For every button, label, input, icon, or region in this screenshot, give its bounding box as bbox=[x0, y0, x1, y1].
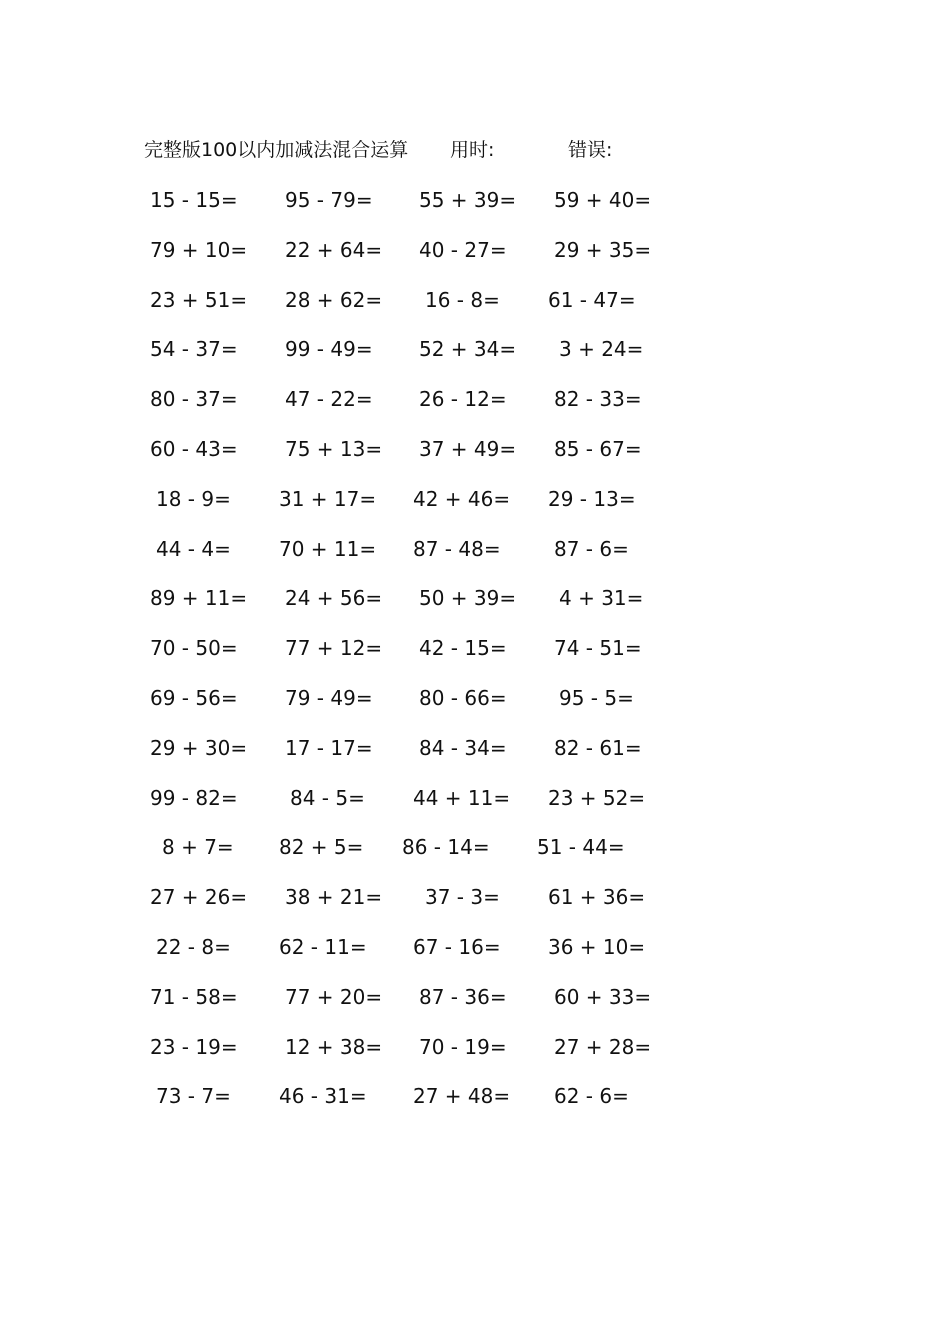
math-problem: 16 - 8= bbox=[425, 287, 500, 312]
problem-row bbox=[0, 734, 950, 784]
math-problem: 67 - 16= bbox=[413, 934, 501, 959]
math-problem: 44 + 11= bbox=[413, 785, 511, 810]
math-problem: 59 + 40= bbox=[554, 188, 652, 212]
math-problem: 18 - 9= bbox=[156, 486, 231, 511]
math-problem: 62 - 11= bbox=[279, 934, 367, 959]
math-problem: 46 - 31= bbox=[279, 1084, 367, 1109]
math-problem: 40 - 27= bbox=[419, 237, 507, 262]
math-problem: 62 - 6= bbox=[554, 1084, 629, 1109]
problem-row bbox=[0, 535, 950, 585]
math-problem: 95 - 79= bbox=[285, 188, 373, 212]
math-problem: 52 + 34= bbox=[419, 337, 517, 362]
math-problem: 31 + 17= bbox=[279, 486, 377, 511]
problem-row bbox=[0, 684, 950, 734]
math-problem: 22 - 8= bbox=[156, 934, 231, 959]
problem-row bbox=[0, 833, 950, 883]
math-problem: 54 - 37= bbox=[150, 337, 238, 362]
math-problem: 28 + 62= bbox=[285, 287, 383, 312]
problem-row bbox=[0, 933, 950, 983]
problem-row bbox=[0, 485, 950, 535]
math-problem: 73 - 7= bbox=[156, 1084, 231, 1109]
worksheet-header bbox=[144, 136, 664, 164]
problem-row bbox=[0, 236, 950, 286]
math-problem: 26 - 12= bbox=[419, 387, 507, 412]
math-problem: 75 + 13= bbox=[285, 436, 383, 461]
math-problem: 23 - 19= bbox=[150, 1034, 238, 1059]
math-problem: 60 - 43= bbox=[150, 436, 238, 461]
math-problem: 61 - 47= bbox=[548, 287, 636, 312]
math-problem: 82 + 5= bbox=[279, 835, 364, 860]
math-problem: 77 + 12= bbox=[285, 636, 383, 661]
math-problem: 60 + 33= bbox=[554, 984, 652, 1009]
problem-row bbox=[0, 1033, 950, 1083]
problem-row bbox=[0, 784, 950, 834]
math-problem: 29 + 35= bbox=[554, 237, 652, 262]
math-problem: 8 + 7= bbox=[162, 835, 234, 860]
math-problem: 79 - 49= bbox=[285, 685, 373, 710]
math-problem: 89 + 11= bbox=[150, 586, 248, 611]
math-problem: 17 - 17= bbox=[285, 735, 373, 760]
problem-row bbox=[0, 883, 950, 933]
math-problem: 85 - 67= bbox=[554, 436, 642, 461]
math-problem: 47 - 22= bbox=[285, 387, 373, 412]
math-problem: 87 - 36= bbox=[419, 984, 507, 1009]
math-problem: 71 - 58= bbox=[150, 984, 238, 1009]
math-problem: 74 - 51= bbox=[554, 636, 642, 661]
math-problem: 84 - 34= bbox=[419, 735, 507, 760]
math-problem: 23 + 51= bbox=[150, 287, 248, 312]
math-problem: 38 + 21= bbox=[285, 885, 383, 910]
math-problem: 82 - 61= bbox=[554, 735, 642, 760]
math-problem: 4 + 31= bbox=[559, 586, 644, 611]
math-problem: 3 + 24= bbox=[559, 337, 644, 362]
problem-row bbox=[0, 584, 950, 634]
problem-row bbox=[0, 286, 950, 336]
math-problem: 51 - 44= bbox=[537, 835, 625, 860]
math-problem: 36 + 10= bbox=[548, 934, 646, 959]
math-problem: 87 - 48= bbox=[413, 536, 501, 561]
math-problem: 61 + 36= bbox=[548, 885, 646, 910]
problem-row bbox=[0, 634, 950, 684]
math-problem: 42 - 15= bbox=[419, 636, 507, 661]
math-problem: 37 + 49= bbox=[419, 436, 517, 461]
math-problem: 37 - 3= bbox=[425, 885, 500, 910]
time-label: 用时: bbox=[450, 139, 495, 161]
math-problem: 27 + 26= bbox=[150, 885, 248, 910]
math-problem: 79 + 10= bbox=[150, 237, 248, 262]
math-problem: 84 - 5= bbox=[290, 785, 365, 810]
math-problem: 27 + 48= bbox=[413, 1084, 511, 1109]
math-problem: 42 + 46= bbox=[413, 486, 511, 511]
problem-row bbox=[0, 435, 950, 485]
math-problem: 99 - 82= bbox=[150, 785, 238, 810]
math-problem: 29 - 13= bbox=[548, 486, 636, 511]
math-problem: 82 - 33= bbox=[554, 387, 642, 412]
math-problem: 12 + 38= bbox=[285, 1034, 383, 1059]
math-problem: 44 - 4= bbox=[156, 536, 231, 561]
math-problem: 99 - 49= bbox=[285, 337, 373, 362]
math-problem: 95 - 5= bbox=[559, 685, 634, 710]
math-problem: 86 - 14= bbox=[402, 835, 490, 860]
math-problem: 77 + 20= bbox=[285, 984, 383, 1009]
problem-row bbox=[0, 385, 950, 435]
math-problem: 55 + 39= bbox=[419, 188, 517, 212]
problem-row bbox=[0, 983, 950, 1033]
math-problem: 69 - 56= bbox=[150, 685, 238, 710]
math-problem: 70 + 11= bbox=[279, 536, 377, 561]
math-problem: 70 - 19= bbox=[419, 1034, 507, 1059]
problem-row bbox=[0, 186, 950, 236]
math-problem: 23 + 52= bbox=[548, 785, 646, 810]
math-problem: 70 - 50= bbox=[150, 636, 238, 661]
problem-row bbox=[0, 1082, 950, 1132]
math-problem: 80 - 37= bbox=[150, 387, 238, 412]
math-problem: 29 + 30= bbox=[150, 735, 248, 760]
error-label: 错误: bbox=[568, 139, 613, 161]
problem-row bbox=[0, 335, 950, 385]
math-problem: 27 + 28= bbox=[554, 1034, 652, 1059]
math-problem: 80 - 66= bbox=[419, 685, 507, 710]
math-problem: 87 - 6= bbox=[554, 536, 629, 561]
math-problem: 22 + 64= bbox=[285, 237, 383, 262]
worksheet-title: 完整版100以内加减法混合运算 bbox=[144, 139, 409, 161]
problem-grid bbox=[0, 186, 950, 1132]
math-problem: 15 - 15= bbox=[150, 188, 238, 212]
math-problem: 50 + 39= bbox=[419, 586, 517, 611]
math-problem: 24 + 56= bbox=[285, 586, 383, 611]
